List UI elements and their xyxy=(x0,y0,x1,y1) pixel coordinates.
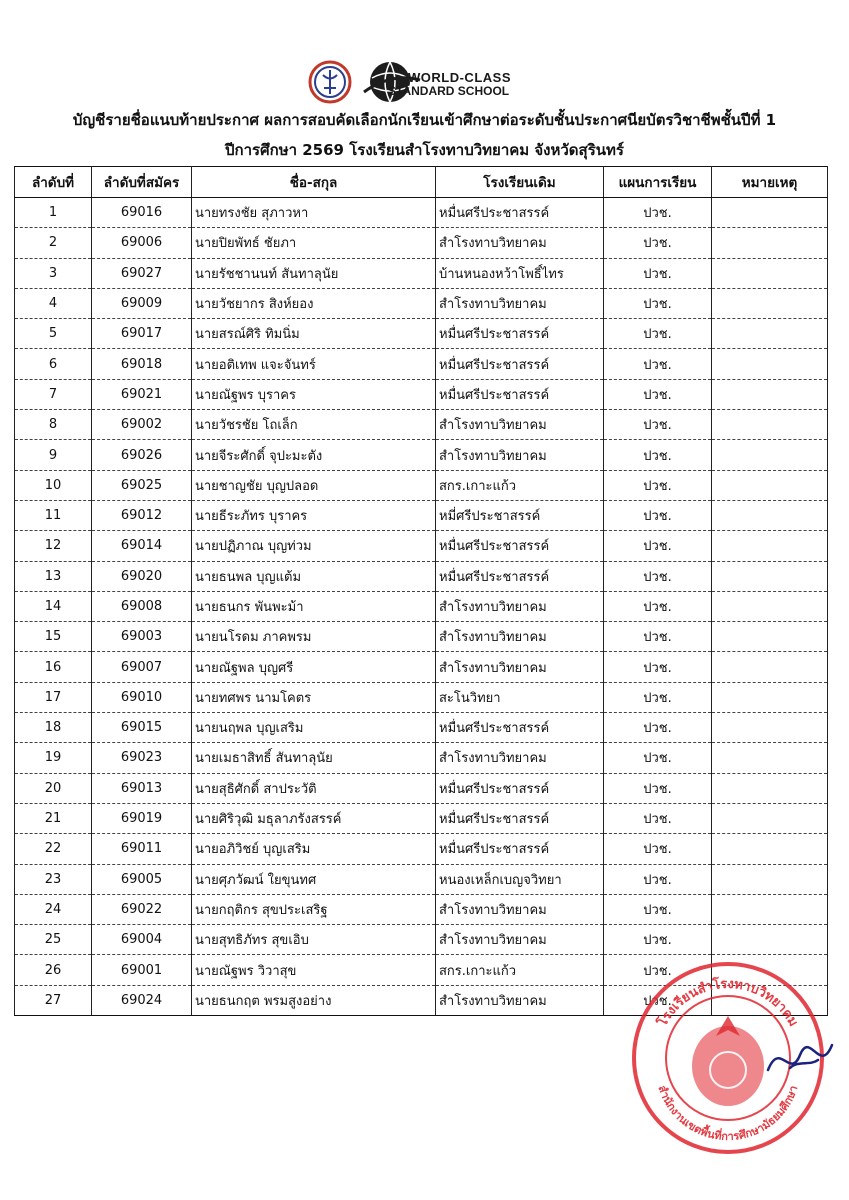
cell-no: 26 xyxy=(15,955,92,985)
cell-remarks xyxy=(712,288,828,318)
table-row xyxy=(15,591,828,621)
cell-name: นายธนกฤต พรมสูงอย่าง xyxy=(192,985,436,1015)
cell-applicant-id: 69019 xyxy=(92,803,192,833)
cell-applicant-id: 69017 xyxy=(92,319,192,349)
cell-name: นายธีระภัทร บุราคร xyxy=(192,500,436,530)
table-row xyxy=(15,925,828,955)
table-row xyxy=(15,803,828,833)
cell-study-plan: ปวช. xyxy=(604,561,712,591)
column-header-applicant-id: ลำดับที่สมัคร xyxy=(92,167,192,198)
cell-remarks xyxy=(712,440,828,470)
cell-former-school: หมื่นศรีประชาสรรค์ xyxy=(436,319,604,349)
table-row xyxy=(15,894,828,924)
cell-no: 3 xyxy=(15,258,92,288)
cell-study-plan: ปวช. xyxy=(604,864,712,894)
cell-study-plan: ปวช. xyxy=(604,258,712,288)
cell-remarks xyxy=(712,803,828,833)
cell-no: 17 xyxy=(15,682,92,712)
table-row xyxy=(15,440,828,470)
cell-former-school: สำโรงทาบวิทยาคม xyxy=(436,743,604,773)
cell-former-school: สำโรงทาบวิทยาคม xyxy=(436,288,604,318)
cell-former-school: สะโนวิทยา xyxy=(436,682,604,712)
cell-study-plan: ปวช. xyxy=(604,379,712,409)
cell-name: นายเมธาสิทธิ์ สันทาลุนัย xyxy=(192,743,436,773)
cell-no: 15 xyxy=(15,622,92,652)
cell-name: นายณัฐพร บุราคร xyxy=(192,379,436,409)
cell-study-plan: ปวช. xyxy=(604,591,712,621)
table-row xyxy=(15,682,828,712)
cell-remarks xyxy=(712,925,828,955)
table-row xyxy=(15,288,828,318)
table-row xyxy=(15,198,828,228)
student-roster-table xyxy=(14,166,828,1016)
cell-study-plan: ปวช. xyxy=(604,894,712,924)
cell-study-plan: ปวช. xyxy=(604,531,712,561)
cell-remarks xyxy=(712,591,828,621)
cell-name: นายสุธิศักดิ์ สาประวัติ xyxy=(192,773,436,803)
cell-remarks xyxy=(712,470,828,500)
cell-name: นายสุทธิภัทร สุขเอิบ xyxy=(192,925,436,955)
cell-name: นายวัชยากร สิงห์ยอง xyxy=(192,288,436,318)
cell-applicant-id: 69002 xyxy=(92,410,192,440)
table-row xyxy=(15,379,828,409)
cell-applicant-id: 69003 xyxy=(92,622,192,652)
cell-former-school: สำโรงทาบวิทยาคม xyxy=(436,410,604,440)
table-row xyxy=(15,743,828,773)
cell-no: 19 xyxy=(15,743,92,773)
cell-study-plan: ปวช. xyxy=(604,713,712,743)
cell-remarks xyxy=(712,531,828,561)
cell-applicant-id: 69023 xyxy=(92,743,192,773)
table-row xyxy=(15,470,828,500)
cell-study-plan: ปวช. xyxy=(604,834,712,864)
cell-applicant-id: 69009 xyxy=(92,288,192,318)
cell-name: นายธนกร พันพะม้า xyxy=(192,591,436,621)
stamp-text-bottom: สำนักงานเขตพื้นที่การศึกษามัธยมศึกษา xyxy=(655,1083,801,1144)
cell-former-school: สำโรงทาบวิทยาคม xyxy=(436,622,604,652)
cell-former-school: หมื่นศรีประชาสรรค์ xyxy=(436,349,604,379)
cell-no: 2 xyxy=(15,228,92,258)
cell-applicant-id: 69011 xyxy=(92,834,192,864)
table-row xyxy=(15,410,828,440)
cell-applicant-id: 69015 xyxy=(92,713,192,743)
cell-remarks xyxy=(712,198,828,228)
cell-applicant-id: 69025 xyxy=(92,470,192,500)
cell-study-plan: ปวช. xyxy=(604,288,712,318)
cell-remarks xyxy=(712,773,828,803)
table-row xyxy=(15,349,828,379)
cell-name: นายศุภวัฒน์ ใยขุนทศ xyxy=(192,864,436,894)
cell-no: 13 xyxy=(15,561,92,591)
cell-name: นายจีระศักดิ์ จุปะมะตัง xyxy=(192,440,436,470)
cell-name: นายนฤพล บุญเสริม xyxy=(192,713,436,743)
table-row xyxy=(15,531,828,561)
table-row xyxy=(15,713,828,743)
cell-no: 7 xyxy=(15,379,92,409)
cell-no: 5 xyxy=(15,319,92,349)
cell-remarks xyxy=(712,319,828,349)
cell-former-school: สำโรงทาบวิทยาคม xyxy=(436,925,604,955)
cell-applicant-id: 69027 xyxy=(92,258,192,288)
table-row xyxy=(15,561,828,591)
column-header-former-school: โรงเรียนเดิม xyxy=(436,167,604,198)
cell-study-plan: ปวช. xyxy=(604,682,712,712)
cell-no: 27 xyxy=(15,985,92,1015)
cell-study-plan: ปวช. xyxy=(604,985,712,1015)
cell-no: 25 xyxy=(15,925,92,955)
cell-applicant-id: 69014 xyxy=(92,531,192,561)
cell-study-plan: ปวช. xyxy=(604,500,712,530)
logo-text-line2: STANDARD SCHOOL xyxy=(388,84,510,98)
cell-applicant-id: 69024 xyxy=(92,985,192,1015)
cell-applicant-id: 69018 xyxy=(92,349,192,379)
cell-former-school: สำโรงทาบวิทยาคม xyxy=(436,652,604,682)
cell-name: นายอติเทพ แจะจันทร์ xyxy=(192,349,436,379)
cell-no: 10 xyxy=(15,470,92,500)
cell-name: นายศิริวุฒิ มธุลาภรังสรรค์ xyxy=(192,803,436,833)
cell-remarks xyxy=(712,713,828,743)
cell-study-plan: ปวช. xyxy=(604,652,712,682)
cell-remarks xyxy=(712,743,828,773)
cell-applicant-id: 69020 xyxy=(92,561,192,591)
cell-applicant-id: 69001 xyxy=(92,955,192,985)
cell-former-school: หนองเหล็กเบญจวิทยา xyxy=(436,864,604,894)
cell-no: 18 xyxy=(15,713,92,743)
cell-remarks xyxy=(712,228,828,258)
cell-no: 20 xyxy=(15,773,92,803)
cell-former-school: สกร.เกาะแก้ว xyxy=(436,470,604,500)
column-header-no: ลำดับที่ xyxy=(15,167,92,198)
cell-study-plan: ปวช. xyxy=(604,319,712,349)
cell-study-plan: ปวช. xyxy=(604,803,712,833)
cell-former-school: สกร.เกาะแก้ว xyxy=(436,955,604,985)
cell-name: นายทศพร นามโคตร xyxy=(192,682,436,712)
header-logos xyxy=(300,58,560,108)
cell-no: 12 xyxy=(15,531,92,561)
cell-no: 24 xyxy=(15,894,92,924)
cell-no: 22 xyxy=(15,834,92,864)
cell-name: นายณัฐพร วิวาสุข xyxy=(192,955,436,985)
cell-former-school: หมื่นศรีประชาสรรค์ xyxy=(436,834,604,864)
cell-no: 1 xyxy=(15,198,92,228)
cell-remarks xyxy=(712,652,828,682)
logo-text-line1: WORLD-CLASS xyxy=(408,70,511,85)
cell-no: 23 xyxy=(15,864,92,894)
cell-no: 4 xyxy=(15,288,92,318)
cell-former-school: หมื่นศรีประชาสรรค์ xyxy=(436,198,604,228)
cell-no: 9 xyxy=(15,440,92,470)
cell-applicant-id: 69013 xyxy=(92,773,192,803)
cell-applicant-id: 69008 xyxy=(92,591,192,621)
cell-former-school: สำโรงทาบวิทยาคม xyxy=(436,591,604,621)
table-row xyxy=(15,622,828,652)
cell-study-plan: ปวช. xyxy=(604,410,712,440)
cell-former-school: สำโรงทาบวิทยาคม xyxy=(436,440,604,470)
cell-study-plan: ปวช. xyxy=(604,955,712,985)
signature-mark xyxy=(760,1030,840,1090)
cell-study-plan: ปวช. xyxy=(604,198,712,228)
cell-applicant-id: 69006 xyxy=(92,228,192,258)
cell-no: 16 xyxy=(15,652,92,682)
cell-applicant-id: 69004 xyxy=(92,925,192,955)
cell-applicant-id: 69022 xyxy=(92,894,192,924)
cell-name: นายนโรดม ภาคพรม xyxy=(192,622,436,652)
cell-former-school: สำโรงทาบวิทยาคม xyxy=(436,228,604,258)
table-row xyxy=(15,864,828,894)
cell-study-plan: ปวช. xyxy=(604,440,712,470)
cell-name: นายชาญชัย บุญปลอด xyxy=(192,470,436,500)
cell-former-school: หมี่ศรีประชาสรรค์ xyxy=(436,500,604,530)
cell-study-plan: ปวช. xyxy=(604,228,712,258)
cell-study-plan: ปวช. xyxy=(604,470,712,500)
cell-remarks xyxy=(712,379,828,409)
document-title-line1: บัญชีรายชื่อแนบท้ายประกาศ ผลการสอบคัดเลือกนักเรียนเข้าศึกษาต่อระดับชั้นประกาศนียบัตรวิชาชีพชั้นปีที่ 1 xyxy=(72,111,777,129)
cell-applicant-id: 69005 xyxy=(92,864,192,894)
school-seal-icon xyxy=(308,60,352,104)
cell-name: นายณัฐพล บุญศรี xyxy=(192,652,436,682)
cell-remarks xyxy=(712,834,828,864)
cell-remarks xyxy=(712,500,828,530)
table-row xyxy=(15,228,828,258)
table-header-row xyxy=(15,167,828,198)
document-title-line2: ปีการศึกษา 2569 โรงเรียนสำโรงทาบวิทยาคม จังหวัดสุรินทร์ xyxy=(225,141,624,159)
cell-study-plan: ปวช. xyxy=(604,622,712,652)
cell-remarks xyxy=(712,561,828,591)
cell-name: นายสรณ์ศิริ ทิมนิ่ม xyxy=(192,319,436,349)
cell-name: นายอภิวิชย์ บุญเสริม xyxy=(192,834,436,864)
cell-no: 8 xyxy=(15,410,92,440)
cell-former-school: สำโรงทาบวิทยาคม xyxy=(436,894,604,924)
table-row xyxy=(15,652,828,682)
cell-remarks xyxy=(712,864,828,894)
cell-name: นายทรงชัย สุภาวหา xyxy=(192,198,436,228)
cell-remarks xyxy=(712,349,828,379)
table-row xyxy=(15,500,828,530)
cell-remarks xyxy=(712,894,828,924)
table-row xyxy=(15,319,828,349)
table-row xyxy=(15,773,828,803)
cell-former-school: หมื่นศรีประชาสรรค์ xyxy=(436,803,604,833)
cell-no: 11 xyxy=(15,500,92,530)
stamp-text-top: โรงเรียนสำโรงทาบวิทยาคม xyxy=(655,976,801,1030)
table-body xyxy=(15,198,828,1016)
column-header-name: ชื่อ-สกุล xyxy=(192,167,436,198)
cell-former-school: บ้านหนองหว้าโพธิ์ไทร xyxy=(436,258,604,288)
cell-former-school: หมื่นศรีประชาสรรค์ xyxy=(436,773,604,803)
cell-remarks xyxy=(712,258,828,288)
cell-applicant-id: 69007 xyxy=(92,652,192,682)
cell-no: 14 xyxy=(15,591,92,621)
cell-remarks xyxy=(712,622,828,652)
cell-applicant-id: 69010 xyxy=(92,682,192,712)
cell-former-school: สำโรงทาบวิทยาคม xyxy=(436,985,604,1015)
table-row xyxy=(15,834,828,864)
cell-study-plan: ปวช. xyxy=(604,773,712,803)
cell-remarks xyxy=(712,410,828,440)
cell-applicant-id: 69012 xyxy=(92,500,192,530)
cell-name: นายรัชชานนท์ สันทาลุนัย xyxy=(192,258,436,288)
cell-name: นายธนพล บุญแต้ม xyxy=(192,561,436,591)
cell-remarks xyxy=(712,682,828,712)
table-row xyxy=(15,258,828,288)
cell-study-plan: ปวช. xyxy=(604,925,712,955)
cell-name: นายกฤติกร สุขประเสริฐ xyxy=(192,894,436,924)
cell-former-school: หมื่นศรีประชาสรรค์ xyxy=(436,561,604,591)
cell-name: นายปิยพัทธ์ ชัยภา xyxy=(192,228,436,258)
cell-former-school: หมื่นศรีประชาสรรค์ xyxy=(436,713,604,743)
column-header-study-plan: แผนการเรียน xyxy=(604,167,712,198)
cell-study-plan: ปวช. xyxy=(604,349,712,379)
cell-name: นายวัชรชัย โถเล็ก xyxy=(192,410,436,440)
cell-applicant-id: 69026 xyxy=(92,440,192,470)
cell-former-school: หมื่นศรีประชาสรรค์ xyxy=(436,531,604,561)
column-header-remarks: หมายเหตุ xyxy=(712,167,828,198)
cell-former-school: หมื่นศรีประชาสรรค์ xyxy=(436,379,604,409)
cell-applicant-id: 69016 xyxy=(92,198,192,228)
cell-applicant-id: 69021 xyxy=(92,379,192,409)
cell-no: 6 xyxy=(15,349,92,379)
cell-study-plan: ปวช. xyxy=(604,743,712,773)
cell-name: นายปฏิภาณ บุญท่วม xyxy=(192,531,436,561)
cell-no: 21 xyxy=(15,803,92,833)
